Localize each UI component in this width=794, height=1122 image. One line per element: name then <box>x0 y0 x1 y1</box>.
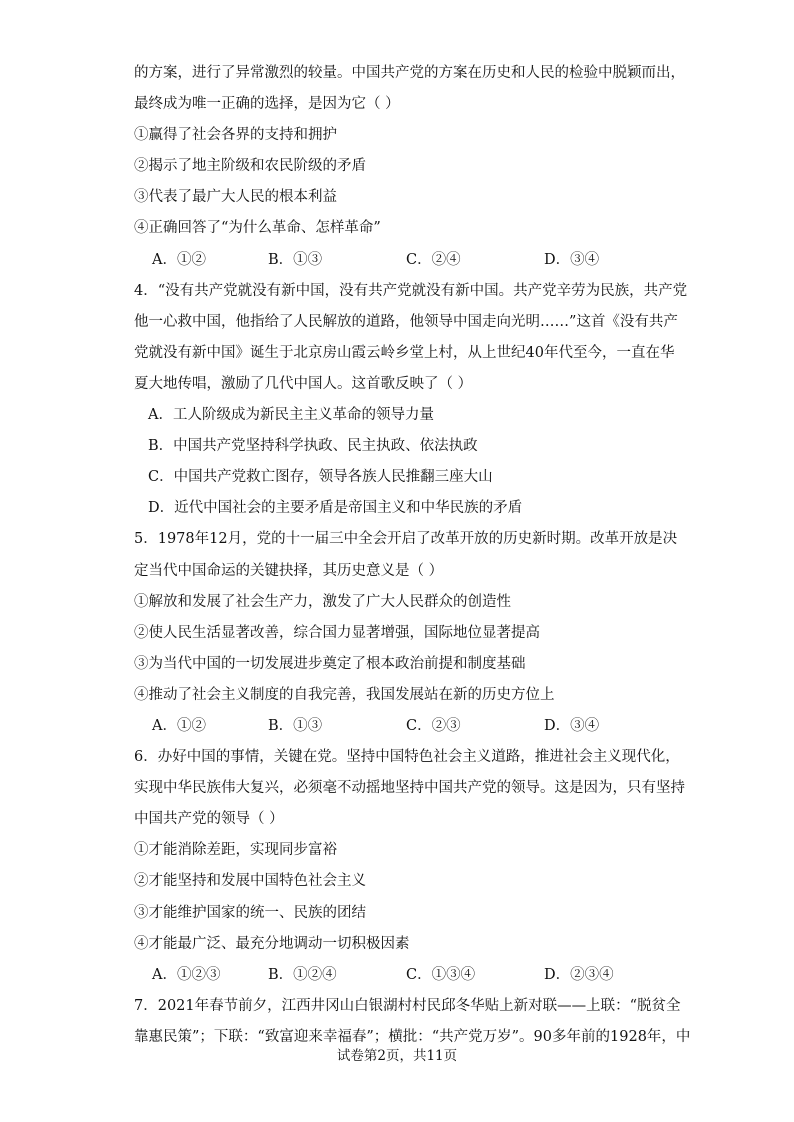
q4-option-b[interactable]: B．中国共产党坚持科学执政、民主执政、依法执政 <box>148 438 478 455</box>
q3-text-line: 的方案，进行了异常激烈的较量。中国共产党的方案在历史和人民的检验中脱颖而出， <box>134 65 685 81</box>
q7-text-line: 靠惠民策”；下联：“致富迎来幸福春”；横批：“共产党万岁”。90多年前的1928年，中 <box>134 1028 691 1045</box>
q4-text-line: 他一心救中国，他指给了人民解放的道路，他领导中国走向光明……”这首《没有共产 <box>134 313 678 330</box>
q3-option-a[interactable]: A．①② <box>152 251 206 268</box>
q5-option-c[interactable]: C．②③ <box>406 717 461 734</box>
q4-option-c[interactable]: C．中国共产党救亡图存，领导各族人民推翻三座大山 <box>148 469 493 486</box>
q5-text-line: 5．1978年12月，党的十一届三中全会开启了改革开放的历史新时期。改革开放是决 <box>134 531 678 548</box>
q5-item-3: ③为当代中国的一切发展进步奠定了根本政治前提和制度基础 <box>134 655 526 672</box>
q6-options <box>134 960 674 991</box>
q5-options <box>134 711 674 742</box>
q6-item-3: ③才能维护国家的统一、民族的团结 <box>134 904 366 921</box>
q4-option-d[interactable]: D．近代中国社会的主要矛盾是帝国主义和中华民族的矛盾 <box>148 500 523 517</box>
page-footer: 试卷第2页，共11页 <box>336 1048 458 1064</box>
q6-text-line: 中国共产党的领导（ ） <box>134 811 284 828</box>
q6-item-1: ①才能消除差距，实现同步富裕 <box>134 842 337 859</box>
q5-item-2: ②使人民生活显著改善，综合国力显著增强，国际地位显著提高 <box>134 624 540 641</box>
q6-option-c[interactable]: C．①③④ <box>406 966 476 983</box>
q4-text-line: 夏大地传唱，激励了几代中国人。这首歌反映了（ ） <box>134 375 473 392</box>
q4-text-line: 党就没有新中国》诞生于北京房山霞云岭乡堂上村，从上世纪40年代至今，一直在华 <box>134 344 675 361</box>
q6-text-line: 实现中华民族伟大复兴，必须毫不动摇地坚持中国共产党的领导。这是因为，只有坚持 <box>134 780 685 797</box>
q6-option-b[interactable]: B．①②④ <box>268 966 337 983</box>
q6-item-4: ④才能最广泛、最充分地调动一切积极因素 <box>134 935 410 952</box>
q3-options <box>134 245 674 276</box>
q5-option-a[interactable]: A．①② <box>152 717 206 734</box>
q7-text-line: 7．2021年春节前夕，江西井冈山白银湖村村民邱冬华贴上新对联——上联：“脱贫全 <box>134 997 681 1014</box>
q6-item-2: ②才能坚持和发展中国特色社会主义 <box>134 873 366 890</box>
exam-page <box>134 58 691 1053</box>
q3-text-line: 最终成为唯一正确的选择，是因为它（ ） <box>134 96 400 113</box>
q5-item-1: ①解放和发展了社会生产力，激发了广大人民群众的创造性 <box>134 593 511 610</box>
q3-item-4: ④正确回答了“为什么革命、怎样革命” <box>134 220 381 237</box>
q5-option-b[interactable]: B．①③ <box>268 717 323 734</box>
q6-text-line: 6．办好中国的事情，关键在党。坚持中国特色社会主义道路，推进社会主义现代化， <box>134 749 680 766</box>
q4-option-a[interactable]: A．工人阶级成为新民主主义革命的领导力量 <box>148 407 434 424</box>
q5-item-4: ④推动了社会主义制度的自我完善，我国发展站在新的历史方位上 <box>134 686 555 703</box>
q3-option-d[interactable]: D．③④ <box>544 251 600 268</box>
q4-text-line: 4．“没有共产党就没有新中国，没有共产党就没有新中国。共产党辛劳为民族，共产党 <box>134 282 688 299</box>
q3-option-b[interactable]: B．①③ <box>268 251 323 268</box>
q3-item-1: ①赢得了社会各界的支持和拥护 <box>134 127 337 144</box>
q6-option-a[interactable]: A．①②③ <box>152 966 221 983</box>
q3-item-2: ②揭示了地主阶级和农民阶级的矛盾 <box>134 158 366 175</box>
q5-option-d[interactable]: D．③④ <box>544 717 600 734</box>
q6-option-d[interactable]: D．②③④ <box>544 966 614 983</box>
q3-item-3: ③代表了最广大人民的根本利益 <box>134 189 337 206</box>
q3-option-c[interactable]: C．②④ <box>406 251 461 268</box>
q5-text-line: 定当代中国命运的关键抉择，其历史意义是（ ） <box>134 562 444 579</box>
